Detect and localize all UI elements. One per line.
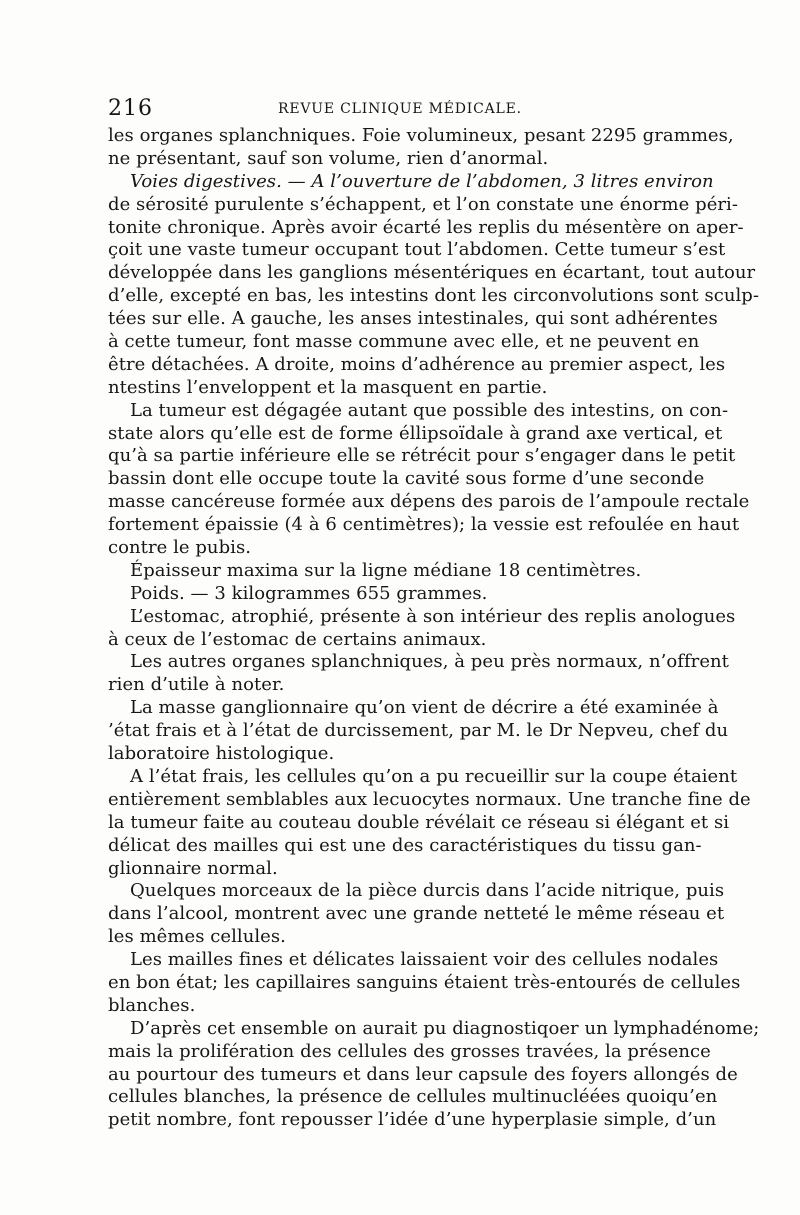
text-line: mais la prolifération des cellules des grosses travées, la présence — [108, 1040, 711, 1062]
text-line: A l’état frais, les cellules qu’on a pu recueillir sur la coupe étaient — [130, 765, 738, 787]
text-line: qu’à sa partie inférieure elle se rétrécit pour s’engager dans le petit — [108, 445, 736, 467]
text-line: tées sur elle. A gauche, les anses intestinales, qui sont adhérentes — [108, 308, 718, 330]
text-line: çoit une vaste tumeur occupant tout l’abdomen. Cette tumeur s’est — [108, 239, 726, 261]
page-header — [108, 96, 688, 124]
text-line: masse cancéreuse formée aux dépens des parois de l’ampoule rectale — [108, 491, 750, 513]
running-title: REVUE CLINIQUE MÉDICALE. — [278, 101, 522, 117]
text-line: Épaisseur maxima sur la ligne médiane 18 centimètres. — [130, 559, 642, 581]
text-line: bassin dont elle occupe toute la cavité sous forme d’une seconde — [108, 468, 705, 490]
text-line: La tumeur est dégagée autant que possible des intestins, on con- — [130, 399, 729, 421]
text-line: Quelques morceaux de la pièce durcis dans l’acide nitrique, puis — [130, 880, 725, 902]
text-line: laboratoire histologique. — [108, 743, 335, 765]
text-line: L’estomac, atrophié, présente à son intérieur des replis anologues — [130, 605, 736, 627]
text-line: délicat des mailles qui est une des caractéristiques du tissu gan- — [108, 834, 702, 856]
text-line: les organes splanchniques. Foie volumineux, pesant 2295 grammes, — [108, 125, 734, 146]
text-line: rien d’utile à noter. — [108, 674, 285, 696]
text-line: dans l’alcool, montrent avec une grande netteté le même réseau et — [108, 903, 725, 925]
text-line: petit nombre, font repousser l’idée d’une hyperplasie simple, d’un — [108, 1109, 717, 1131]
text-line: la tumeur faite au couteau double révélait ce réseau si élégant et si — [108, 811, 730, 833]
text-line: de sérosité purulente s’échappent, et l’on constate une énorme péri- — [108, 193, 738, 215]
text-line: au pourtour des tumeurs et dans leur capsule des foyers allongés de — [108, 1063, 738, 1085]
text-line: ’état frais et à l’état de durcissement, par M. le Dr Nepveu, chef du — [108, 720, 729, 742]
text-line: entièrement semblables aux lecuocytes normaux. Une tranche fine de — [108, 788, 751, 810]
text-line: Poids. — 3 kilogrammes 655 grammes. — [130, 582, 488, 604]
text-line: contre le pubis. — [108, 537, 252, 559]
text-line: ntestins l’enveloppent et la masquent en partie. — [108, 376, 548, 398]
text-line: state alors qu’elle est de forme éllipsoïdale à grand axe vertical, et — [108, 422, 723, 444]
text-line: glionnaire normal. — [108, 857, 278, 879]
text-line: ne présentant, sauf son volume, rien d’anormal. — [108, 147, 549, 169]
text-line: Les autres organes splanchniques, à peu près normaux, n’offrent — [130, 651, 729, 673]
text-line: développée dans les ganglions mésentériques en écartant, tout autour — [108, 262, 756, 284]
text-line: être détachées. A droite, moins d’adhérence au premier aspect, les — [108, 353, 726, 375]
text-line: Voies digestives. — A l’ouverture de l’abdomen, 3 litres environ — [130, 170, 714, 192]
text-line: en bon état; les capillaires sanguins étaient très-entourés de cellules — [108, 971, 741, 993]
page-number: 216 — [108, 96, 153, 121]
text-line: à ceux de l’estomac de certains animaux. — [108, 628, 487, 650]
text-line: fortement épaissie (4 à 6 centimètres); la vessie est refoulée en haut — [108, 514, 740, 536]
text-line: La masse ganglionnaire qu’on vient de décrire a été examinée à — [130, 697, 719, 719]
text-line: à cette tumeur, font masse commune avec elle, et ne peuvent en — [108, 331, 700, 353]
text-line: D’après cet ensemble on aurait pu diagnostiqoer un lymphadénome; — [130, 1017, 760, 1039]
text-line: blanches. — [108, 994, 196, 1016]
text-line: cellules blanches, la présence de cellules multinucléées quoiqu’en — [108, 1086, 718, 1108]
text-line: d’elle, excepté en bas, les intestins dont les circonvolutions sont sculp- — [108, 285, 760, 307]
text-line: les mêmes cellules. — [108, 926, 286, 948]
text-line: tonite chronique. Après avoir écarté les replis du mésentère on aper- — [108, 216, 744, 238]
body-text — [108, 125, 760, 1145]
text-line: Les mailles fines et délicates laissaient voir des cellules nodales — [130, 949, 719, 971]
